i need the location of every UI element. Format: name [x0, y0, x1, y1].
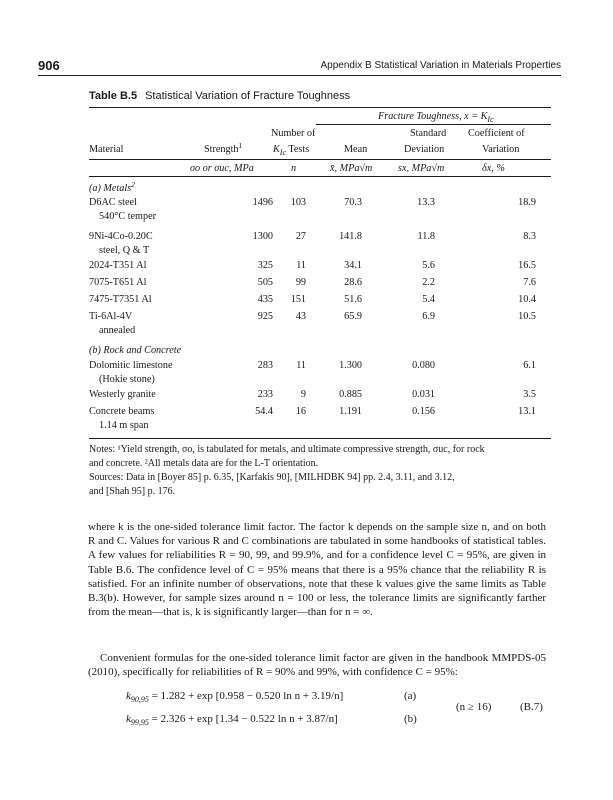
section-rock-concrete: (b) Rock and Concrete	[89, 345, 182, 356]
cell-cv: 18.9	[518, 197, 536, 208]
cell-cv: 7.6	[523, 277, 536, 288]
cell-strength: 233	[257, 389, 273, 400]
cell-n: 103	[290, 197, 306, 208]
unit-cv: δx, %	[482, 163, 505, 174]
cell-material: Westerly granite	[89, 389, 156, 400]
cell-cv: 10.5	[518, 311, 536, 322]
cell-material: 7075-T651 Al	[89, 277, 147, 288]
cell-n: 11	[296, 260, 306, 271]
equation-condition: (n ≥ 16)	[456, 701, 492, 713]
table-notes-line1: Notes: ¹Yield strength, σo, is tabulated for metals, and ultimate compressive strength, σuc, for rock	[89, 444, 485, 455]
col-material: Material	[89, 144, 124, 155]
cell-mean: 70.3	[344, 197, 362, 208]
cell-n: 99	[295, 277, 306, 288]
page-number: 906	[38, 58, 60, 73]
unit-strength: σo or σuc, MPa	[190, 163, 254, 174]
cell-cv: 13.1	[518, 406, 536, 417]
cell-sd: 5.4	[422, 294, 435, 305]
equation-a: $k_{90,95} = 1.282 + \exp [0.958 - 0.520$ ln n + 3.19/n]	[126, 690, 344, 704]
cell-strength: 54.4	[255, 406, 273, 417]
body-paragraph-2: Convenient formulas for the one-sided tolerance limit factor are given in the handbook MMPDS-05 (2010), specifically for reliabilities of R = 90% and 99%, with confidence C = 95%:	[88, 652, 546, 679]
table-notes-line2: and concrete. ²All metals data are for the L-T orientation.	[89, 458, 319, 469]
cell-mean: 65.9	[344, 311, 362, 322]
header-rule	[38, 75, 561, 76]
cell-material-line2: annealed	[99, 325, 136, 336]
col-tests-line2: $K_{Ic}$ Tests	[273, 144, 310, 157]
cell-sd: 11.8	[417, 231, 435, 242]
cell-n: 27	[295, 231, 306, 242]
table-sources-line1: Sources: Data in [Boyer 85] p. 6.35, [Karfakis 90], [MILHDBK 94] pp. 2.4, 3.11, and 3.12,	[89, 472, 455, 483]
equation-number: (B.7)	[520, 701, 543, 713]
equation-a-tag: (a)	[404, 690, 417, 702]
group-header: Fracture Toughness, $x = K_{Ic}$	[378, 111, 494, 124]
col-tests-line1: Number of	[271, 128, 316, 139]
cell-strength: 505	[257, 277, 273, 288]
cell-material: 7475-T7351 Al	[89, 294, 152, 305]
cell-material-line2: 1.14 m span	[99, 420, 149, 431]
table-caption: Statistical Variation of Fracture Toughness	[145, 90, 351, 102]
body-paragraph-1: where k is the one-sided tolerance limit factor. The factor k depends on the sample size n, and on both R and C. Values for various R and C combinations are tabulated in some handbooks of statistical tables. A few values for reliabilities R = 90, 99, and 99.9%, and for a confidence level C = 95%, are given in Table B.6. The confidence level of C = 95% means that there is a 95% chance that the reliability R is satisfied. For an infinite number of observations, note that these k values give the same limits as Table B.3(b). However, for sample sizes around n = 100 or less, the tolerance limits are significantly farther from the mean—that is, k is significantly larger—than for n = ∞.	[88, 521, 546, 619]
cell-strength: 283	[257, 360, 273, 371]
unit-tests: n	[291, 163, 297, 174]
cell-strength: 1496	[252, 197, 273, 208]
cell-cv: 3.5	[523, 389, 536, 400]
cell-strength: 435	[257, 294, 273, 305]
cell-material: 2024-T351 Al	[89, 260, 147, 271]
table-sources-line2: and [Shah 95] p. 176.	[89, 486, 176, 497]
cell-sd: 13.3	[417, 197, 435, 208]
unit-sd: sx, MPa√m	[398, 163, 445, 174]
section-metals: (a) Metals$^2$	[89, 180, 135, 194]
header-rule-2	[89, 176, 551, 177]
running-title: Appendix B Statistical Variation in Materials Properties	[320, 60, 561, 71]
cell-n: 9	[300, 389, 306, 400]
cell-mean: 51.6	[344, 294, 362, 305]
cell-sd: 0.080	[412, 360, 435, 371]
cell-mean: 0.885	[339, 389, 362, 400]
cell-material: Ti-6Al-4V	[89, 311, 133, 322]
cell-mean: 28.6	[344, 277, 362, 288]
col-cv-line2: Variation	[482, 144, 520, 155]
table-label: Table B.5	[89, 90, 138, 102]
col-sd-line2: Deviation	[404, 144, 445, 155]
cell-n: 43	[295, 311, 306, 322]
cell-material: Dolomitic limestone	[89, 360, 173, 371]
cell-cv: 10.4	[518, 294, 536, 305]
group-header-rule	[316, 124, 551, 125]
cell-mean: 34.1	[344, 260, 362, 271]
cell-material: Concrete beams	[89, 406, 155, 417]
cell-n: 16	[295, 406, 306, 417]
cell-strength: 925	[257, 311, 273, 322]
unit-mean: x̄, MPa√m	[330, 163, 373, 174]
header-rule-1	[89, 159, 551, 160]
cell-material: 9Ni-4Co-0.20C	[89, 231, 153, 242]
cell-sd: 0.031	[412, 389, 435, 400]
cell-material: D6AC steel	[89, 197, 137, 208]
col-strength: Strength$^1$	[204, 141, 243, 155]
equation-b: $k_{99,95} = 2.326 + \exp [1.34 - 0.522$ ln n + 3.87/n]	[126, 713, 338, 727]
col-cv-line1: Coefficient of	[468, 128, 525, 139]
cell-sd: 0.156	[412, 406, 435, 417]
cell-mean: 1.191	[339, 406, 362, 417]
table-top-rule	[89, 107, 551, 108]
cell-sd: 2.2	[422, 277, 435, 288]
cell-cv: 6.1	[523, 360, 536, 371]
cell-material-line2: (Hokie stone)	[99, 374, 155, 385]
table-title	[89, 90, 350, 102]
cell-strength: 1300	[252, 231, 273, 242]
table-bottom-rule	[89, 438, 551, 439]
cell-mean: 1.300	[339, 360, 362, 371]
cell-sd: 5.6	[422, 260, 435, 271]
cell-material-line2: steel, Q & T	[99, 245, 150, 256]
equation-b-tag: (b)	[404, 713, 417, 725]
cell-n: 151	[290, 294, 306, 305]
cell-material-line2: 540°C temper	[99, 211, 156, 222]
cell-n: 11	[296, 360, 306, 371]
cell-strength: 325	[257, 260, 273, 271]
col-mean: Mean	[344, 144, 368, 155]
cell-cv: 16.5	[518, 260, 536, 271]
col-sd-line1: Standard	[410, 128, 447, 139]
cell-cv: 8.3	[523, 231, 536, 242]
cell-sd: 6.9	[422, 311, 435, 322]
cell-mean: 141.8	[339, 231, 362, 242]
